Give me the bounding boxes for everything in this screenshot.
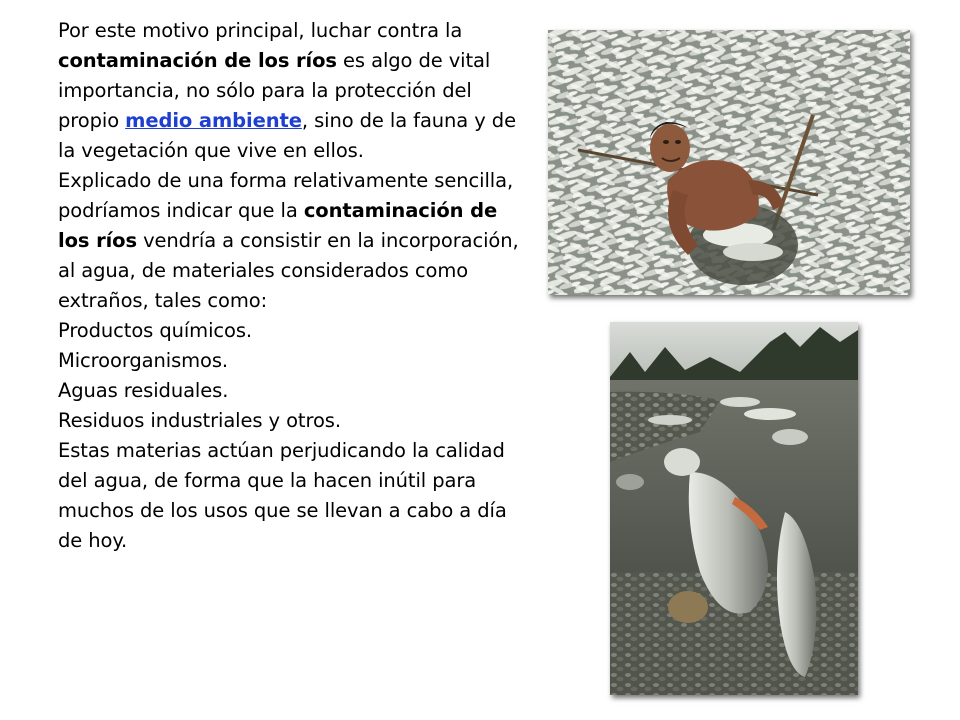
paragraph-intro (58, 16, 528, 166)
bold-term: contaminación de los ríos (58, 49, 337, 72)
salmon-river-illustration (610, 322, 858, 695)
list-item: Residuos industriales y otros. (58, 409, 341, 432)
text-run: , sino de la fauna y de la vegetación que vive en ellos. (58, 109, 516, 162)
body-text (58, 16, 528, 556)
list-item: Microorganismos. (58, 349, 229, 372)
photo-man-dead-fish (548, 30, 910, 295)
medio-ambiente-link[interactable]: medio ambiente (125, 109, 302, 132)
text-run: vendría a consistir en la incorporación, al agua, de materiales considerados como extraños, tales como: (58, 229, 519, 312)
list-item: Aguas residuales. (58, 379, 229, 402)
paragraph-conclusion: Estas materias actúan perjudicando la calidad del agua, de forma que la hacen inútil para muchos de los usos que se llevan a cabo a día de hoy. (58, 439, 507, 552)
text-run: Explicado de una forma relativamente sencilla, podríamos indicar que la (58, 169, 514, 222)
dead-fish-illustration (548, 30, 910, 295)
photo-dead-salmon-river (610, 322, 858, 695)
text-run: es algo de vital importancia, no sólo para la protección del propio (58, 49, 491, 132)
list-item: Productos químicos. (58, 319, 253, 342)
bold-term: contaminación de los ríos (58, 199, 498, 252)
paragraph-definition (58, 166, 528, 316)
text-run: Por este motivo principal, luchar contra la (58, 19, 463, 42)
